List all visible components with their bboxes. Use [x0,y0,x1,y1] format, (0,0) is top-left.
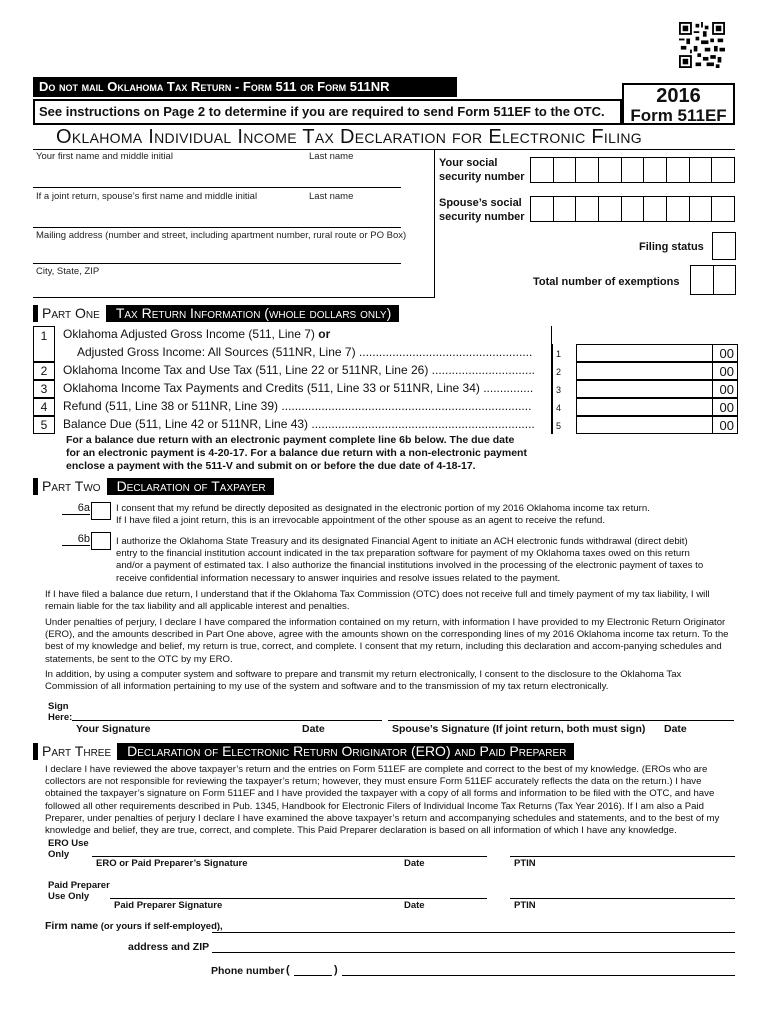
form-id-box [622,83,735,125]
line-number: 1 [33,326,55,362]
phone-number-field[interactable] [342,962,735,975]
line-ref: 5 [552,416,574,434]
ssn-field[interactable] [530,157,735,183]
cents: 00 [719,364,734,379]
line-ref: 3 [552,380,574,398]
ero-signature-caption: ERO or Paid Preparer’s Signature [96,858,248,869]
form-number: Form 511EF [630,106,727,125]
spouse-name-field[interactable] [36,203,396,225]
ero-signature-field[interactable] [92,842,487,856]
line-description-cont: Adjusted Gross Income: All Sources (511NR, Line 7) .................................................... [77,345,533,359]
part-three-label: Part Three [33,743,117,760]
checkbox-6a[interactable] [91,502,111,520]
address-zip-label: address and ZIP [128,941,210,953]
line-4-amount[interactable] [576,398,738,416]
city-state-zip-label: City, State, ZIP [36,266,100,277]
line-4 [33,398,735,416]
spouse-date-caption: Date [664,723,687,735]
ero-ptin-field[interactable] [510,842,735,856]
first-name-label: Your first name and middle initial [36,151,173,162]
part-three-heading: Declaration of Electronic Return Originator (ERO) and Paid Preparer [117,743,574,760]
part-one-header [33,305,399,322]
part-one-heading: Tax Return Information (whole dollars only) [106,305,399,322]
disclosure-consent-text: In addition, by using a computer system and software to prepare and transmit my return electronically, I consent to the disclosure to the Oklahoma Tax Commission of all information pertaining to my use of the system and software and to the transmission of my tax return electronically. [45,669,682,693]
paid-preparer-signature-caption: Paid Preparer Signature [114,900,223,911]
tax-year: 2016 [656,85,701,107]
line-2 [33,362,735,380]
exemptions-label: Total number of exemptions [533,276,680,288]
line-3 [33,380,735,398]
paid-ptin-field[interactable] [510,884,735,898]
part-one-label: Part One [33,305,106,322]
part-two-header [33,478,274,495]
spouse-ssn-field[interactable] [530,196,735,222]
part-three-header [33,743,574,760]
do-not-mail-banner: Do not mail Oklahoma Tax Return - Form 511 or Form 511NR [33,77,457,97]
line-number: 5 [33,416,55,434]
last-name-label: Last name [309,151,354,162]
page-title: Oklahoma Individual Income Tax Declaration for Electronic Filing [56,126,642,148]
exemptions-box[interactable] [690,265,736,295]
line-3-amount[interactable] [576,380,738,398]
part-two-label: Part Two [33,478,107,495]
qr-code-icon [679,22,725,68]
cents: 00 [719,418,734,433]
line-description: Oklahoma Adjusted Gross Income (511, Line 7) or [63,327,331,341]
cents: 00 [719,382,734,397]
line-description: Balance Due (511, Line 42 or 511NR, Line 43) ................................................................... [63,417,535,431]
first-name-field[interactable] [36,163,396,185]
line-2-amount[interactable] [576,362,738,380]
line-ref: 2 [552,362,574,380]
checkbox-6b[interactable] [91,532,111,550]
instruction-box: See instructions on Page 2 to determine if you are required to send Form 511EF to the OTC. [33,99,622,125]
line-5 [33,416,735,434]
line-description: Refund (511, Line 38 or 511NR, Line 39) ........................................................................... [63,399,532,413]
line-5-amount[interactable] [576,416,738,434]
taxpayer-signature-field[interactable] [72,703,382,719]
spouse-first-name-label: If a joint return, spouse’s first name and middle initial [36,191,258,202]
perjury-declaration-text: Under penalties of perjury, I declare I have compared the information contained on my return, with information I have provided to my Electronic Return Originator (ERO), and the amounts described in Part One above, agree with the amounts shown on the corresponding lines of my 2016 Oklahoma income tax return. To the best of my knowledge and belief, my return is true, correct, and complete. I consent that my return, including this declaration and accom-panying schedules and statements, be sent to the OTC by my ERO. [45,617,729,665]
ero-date-caption: Date [404,858,425,869]
balance-due-note-3: enclose a payment with the 511-V and submit on or before the due date of 4-18-17. [66,460,476,472]
paid-preparer-use-only-label: Paid Preparer Use Only [48,880,110,902]
paid-date-caption: Date [404,900,425,911]
mailing-address-field[interactable] [36,243,396,261]
line-description: Oklahoma Income Tax and Use Tax (511, Line 22 or 511NR, Line 26) ............................... [63,363,536,377]
spouse-last-name-label: Last name [309,191,354,202]
line-ref: 1 [552,344,574,362]
spouse-signature-caption: Spouse’s Signature (If joint return, both must sign) [392,723,646,735]
phone-open-paren: ( [286,964,290,976]
ero-declaration-text: I declare I have reviewed the above taxpayer’s return and the entries on Form 511EF are complete and correct to the best of my knowledge. (EROs who are collectors are not responsible for reviewing the taxpayer’s return; however, they must ensure Form 511EF accurately reflects the data on the return.) I have obtained the taxpayer’s signature on Form 511EF and I have provided the taxpayer with a copy of all forms and information to be filed with the OTC, and have followed all other requirements described in Pub. 1345, Handbook for Electronic Filers of Individual Income Tax Returns (Tax Year 2016). If I am also a Paid Preparer, under penalties of perjury I declare I have examined the above taxpayer’s return and accompanying schedules and statements, and to the best of my knowledge and belief, they are true, correct, and complete. This Paid Preparer declaration is based on all information of which I have any knowledge. [45,764,720,837]
paid-ptin-caption: PTIN [514,900,536,911]
firm-address-field[interactable] [212,938,735,952]
spouse-ssn-label: Spouse’s social security number [439,197,525,223]
mailing-address-label: Mailing address (number and street, including apartment number, rural route or PO Box) [36,230,407,241]
phone-number-label: Phone number [211,965,285,977]
filing-status-box[interactable] [712,232,736,260]
ero-ptin-caption: PTIN [514,858,536,869]
balance-due-liability-text: If I have filed a balance due return, I understand that if the Oklahoma Tax Commission (OTC) does not receive full and timely payment of my tax liability, I will remain liable for the tax liability and all applicable interest and penalties. [45,589,710,613]
cents: 00 [719,346,734,361]
text-6a: I consent that my refund be directly deposited as designated in the electronic portion of my 2016 Oklahoma income tax return. If I have filed a joint return, this is an irrevocable appointment of the other spouse as an agent to receive the refund. [116,503,650,527]
line-1-amount[interactable] [576,344,738,362]
firm-name-field[interactable] [212,918,735,932]
line-number: 2 [33,362,55,380]
ssn-label: Your social security number [439,157,525,183]
city-state-zip-field[interactable] [36,278,396,296]
line-number: 3 [33,380,55,398]
taxpayer-date-caption: Date [302,723,325,735]
phone-area-code-field[interactable] [294,962,332,975]
balance-due-note-2: for an electronic payment is 4-20-17. For a balance due return with a non-electronic payment [66,447,527,459]
paid-preparer-signature-field[interactable] [110,884,487,898]
line-number: 4 [33,398,55,416]
part-two-heading: Declaration of Taxpayer [107,478,274,495]
text-6b: I authorize the Oklahoma State Treasury and its designated Financial Agent to initiate an ACH electronic funds withdrawal (direct debit) entry to the financial institution account indicated in the tax preparation software for payment of my Oklahoma taxes owed on this return and/or a payment of estimated tax. I also authorize the financial institutions involved in the processing of the electronic payment of taxes to receive confidential information necessary to answer inquiries and resolve issues related to the payment. [116,536,704,584]
balance-due-note-1: For a balance due return with an electronic payment complete line 6b below. The due date [66,434,515,446]
cents: 00 [719,400,734,415]
ero-use-only-label: ERO Use Only [48,838,89,860]
spouse-signature-field[interactable] [388,703,734,719]
label-6a: 6a [62,502,90,515]
filing-status-label: Filing status [639,241,704,253]
line-1 [33,326,735,362]
your-signature-caption: Your Signature [76,723,151,735]
sign-here-label: Sign Here: [48,701,73,723]
firm-name-label: Firm name (or yours if self-employed), [45,920,223,932]
phone-close-paren: ) [334,964,338,976]
label-6b: 6b [62,533,90,546]
line-ref: 4 [552,398,574,416]
line-description: Oklahoma Income Tax Payments and Credits (511, Line 33 or 511NR, Line 34) ............... [63,381,534,395]
